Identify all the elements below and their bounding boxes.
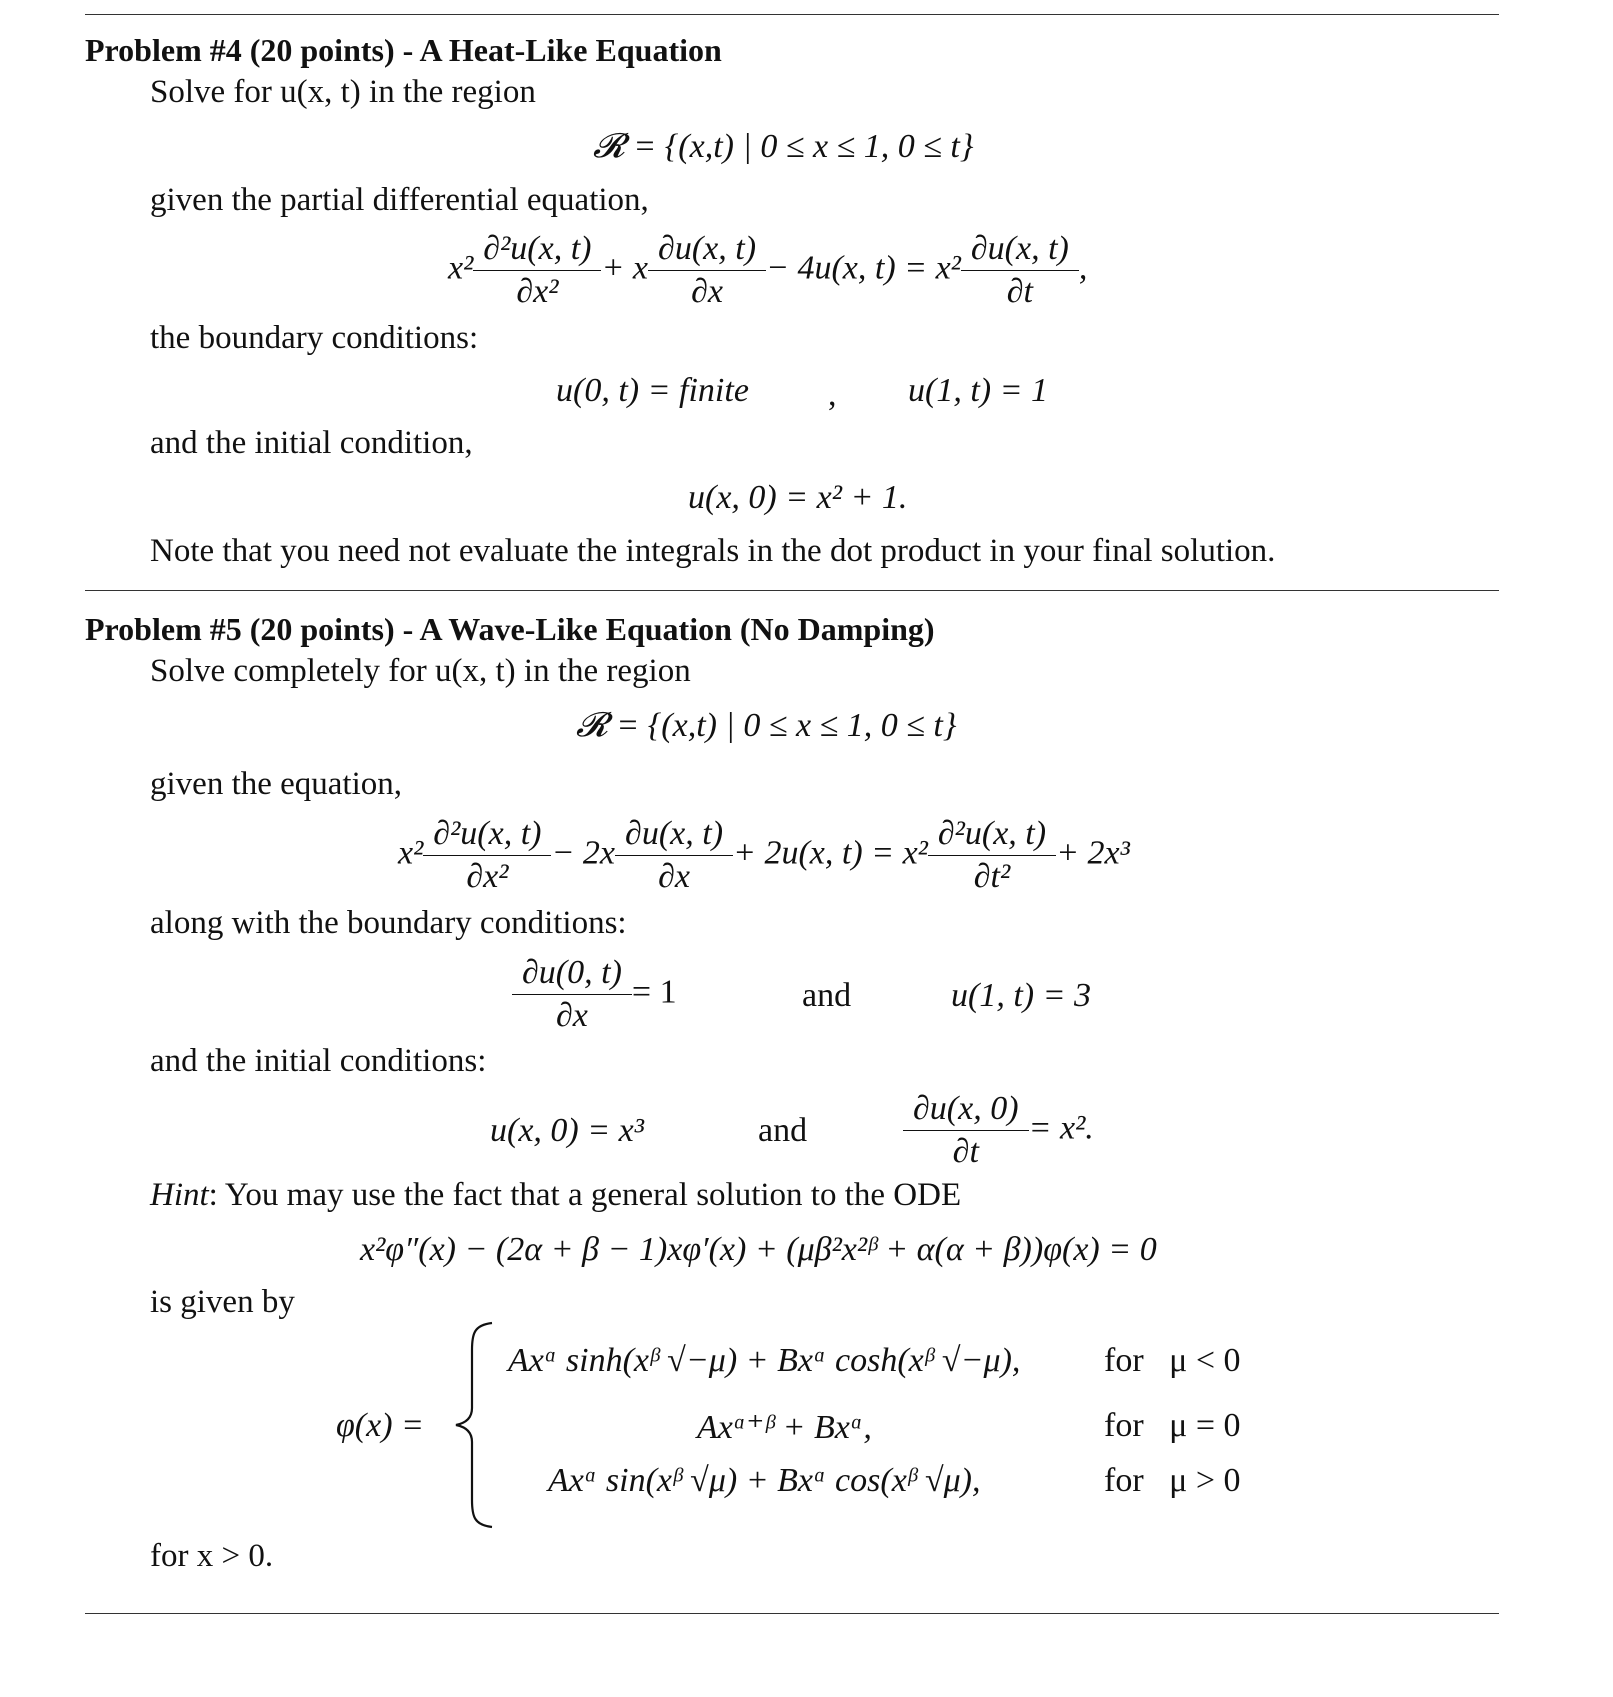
top-rule [85,14,1499,15]
case-2-expression: Axᵅ⁺ᵝ + Bxᵅ, [697,1409,872,1446]
problem-5-domain: for x > 0. [150,1538,274,1574]
problem-4-bc-right: u(1, t) = 1 [908,372,1049,409]
pde-fraction-2 [648,228,766,313]
eq-op-1: − 2x [551,834,616,872]
problem-4-pde-label: given the partial differential equation, [150,182,649,218]
pde-end: , [1078,249,1088,287]
problem-4-bc-separator: , [828,376,837,413]
problem-4-ic-label: and the initial condition, [150,425,473,461]
problem-4-intro: Solve for u(x, t) in the region [150,74,536,110]
eq-fraction-2 [615,813,733,898]
eq-fraction-3 [928,813,1056,898]
eq-fraction-2-den: ∂x [615,855,733,898]
eq-fraction-2-num: ∂u(x, t) [625,815,724,852]
eq-fraction-1-num: ∂²u(x, t) [433,815,542,852]
pde-fraction-1-den: ∂x² [473,270,601,313]
eq-fraction-3-num: ∂²u(x, t) [937,815,1047,852]
problem-4-bc-left: u(0, t) = finite [556,372,749,409]
pde-fraction-3-num: ∂u(x, t) [970,230,1069,267]
case-2-condition: for μ = 0 [1104,1407,1241,1444]
problem-5-equation [398,813,1130,898]
problem-4-title: Problem #4 (20 points) - A Heat-Like Equation [85,32,722,68]
pde-fraction-2-num: ∂u(x, t) [658,230,757,267]
problem-4-ic: u(x, 0) = x² + 1. [688,479,908,516]
problem-4-pde [448,228,1087,313]
bc-fraction [512,952,632,1037]
case-3-expression: Axᵅ sin(xᵝ √μ) + Bxᵅ cos(xᵝ √μ), [548,1462,981,1499]
case-1-expression: Axᵅ sinh(xᵝ √−μ) + Bxᵅ cosh(xᵝ √−μ), [508,1342,1021,1379]
eq-fraction-3-den: ∂t² [928,855,1056,898]
problem-5-eq-label: given the equation, [150,766,403,802]
problem-5-given-by: is given by [150,1284,295,1320]
problem-5-region: 𝓡 = {(x,t) | 0 ≤ x ≤ 1, 0 ≤ t} [576,707,957,744]
problem-5-bc-and: and [802,977,852,1014]
problem-5-ic-right [903,1088,1094,1173]
problem-5-ode: x²φ″(x) − (2α + β − 1)xφ′(x) + (μβ²x²ᵝ + α(α + β))φ(x) = 0 [360,1231,1157,1268]
problem-5-bc-left [512,952,677,1037]
left-brace [452,1320,500,1530]
pde-mid: − 4u(x, t) = x² [766,249,961,287]
middle-rule [85,590,1499,591]
pde-op-1: + x [601,249,649,287]
pde-fraction-1-num: ∂²u(x, t) [483,230,592,267]
problem-4-note: Note that you need not evaluate the integrals in the dot product in your final solution. [150,533,1276,569]
pde-fraction-1 [473,228,601,313]
bc-fraction-den: ∂x [512,994,632,1037]
bottom-rule [85,1613,1499,1614]
hint-text: : You may use the fact that a general solution to the ODE [208,1177,962,1213]
problem-5-bc-label: along with the boundary conditions: [150,905,627,941]
pde-fraction-3-den: ∂t [961,270,1079,313]
hint-word: Hint [150,1177,209,1213]
eq-mid: + 2u(x, t) = x² [733,834,928,872]
case-3-condition: for μ > 0 [1104,1462,1241,1499]
bc-fraction-num: ∂u(0, t) [522,954,622,991]
problem-5-intro: Solve completely for u(x, t) in the region [150,653,691,689]
pde-coef-1: x² [448,249,474,287]
problem-4-region: 𝓡 = {(x,t) | 0 ≤ x ≤ 1, 0 ≤ t} [593,128,974,165]
problem-5-ic-and: and [758,1112,808,1149]
eq-coef-1: x² [398,834,424,872]
problem-5-ic-label: and the initial conditions: [150,1043,487,1079]
ic-fraction-den: ∂t [903,1130,1029,1173]
eq-fraction-1-den: ∂x² [423,855,551,898]
problem-5-hint [150,1177,961,1214]
eq-end: + 2x³ [1056,834,1130,872]
case-1-condition: for μ < 0 [1104,1342,1241,1379]
problem-5-title: Problem #5 (20 points) - A Wave-Like Equation (No Damping) [85,611,935,647]
ic-fraction-num: ∂u(x, 0) [913,1090,1019,1127]
phi-lhs: φ(x) = [336,1407,424,1444]
eq-fraction-1 [423,813,551,898]
bc-equals: = 1 [631,973,677,1011]
problem-5-bc-right: u(1, t) = 3 [951,977,1092,1014]
problem-4-bc-label: the boundary conditions: [150,320,479,356]
ic-equals: = x². [1028,1109,1094,1147]
pde-fraction-3 [961,228,1079,313]
problem-5-ic-left: u(x, 0) = x³ [490,1112,644,1149]
ic-fraction [903,1088,1029,1173]
pde-fraction-2-den: ∂x [648,270,766,313]
